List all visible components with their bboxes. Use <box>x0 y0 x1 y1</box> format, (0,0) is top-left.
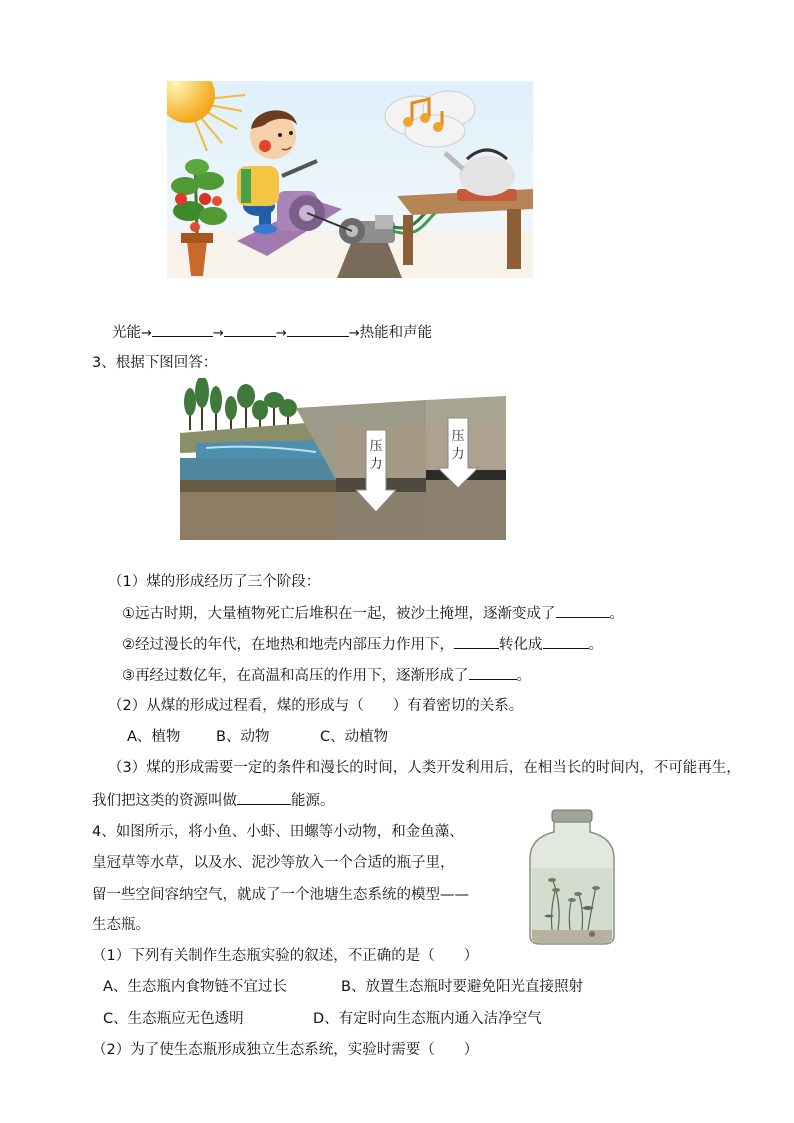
stage1-blank[interactable] <box>556 603 610 618</box>
arrow-icon: → <box>141 326 152 341</box>
q3-sub2-option-b[interactable]: B、动物 <box>216 729 270 745</box>
q3-stage2 <box>122 634 603 655</box>
arrow-icon: → <box>212 326 224 341</box>
q4-sub1-title: （1）下列有关制作生态瓶实验的叙述，不正确的是（ ） <box>92 948 479 964</box>
q4-option-b[interactable]: B、放置生态瓶时要避免阳光直接照射 <box>341 979 583 995</box>
bicycle-generator-illustration <box>167 81 533 278</box>
stage1-end: 。 <box>609 606 624 622</box>
eco-bottle-illustration <box>522 808 622 948</box>
q4-option-d[interactable]: D、有定时向生态瓶内通入洁净空气 <box>313 1011 542 1027</box>
q3-sub2-title: （2）从煤的形成过程看，煤的形成与（ ）有着密切的关系。 <box>108 698 524 714</box>
q4-line1: 4、如图所示，将小鱼、小虾、田螺等小动物，和金鱼藻、 <box>92 824 464 840</box>
q3-stage3 <box>122 665 531 686</box>
pressure-label-1-bottom: 力 <box>369 457 383 472</box>
stage2-middle: 转化成 <box>499 637 543 653</box>
stage3-text: ③再经过数亿年，在高温和高压的作用下，逐渐形成了 <box>122 668 469 684</box>
q3-title: 3、根据下图回答： <box>92 355 218 371</box>
q4-line3: 留一些空间容纳空气，就成了一个池塘生态系统的模型—— <box>92 887 469 903</box>
sub3-end: 能源。 <box>291 793 335 809</box>
arrow-icon: → <box>275 326 287 341</box>
energy-chain-line <box>112 322 432 344</box>
energy-end: 热能和声能 <box>359 325 433 341</box>
coal-formation-diagram <box>176 378 506 540</box>
stage1-text: ①远古时期，大量植物死亡后堆积在一起，被沙土掩埋，逐渐变成了 <box>122 606 556 622</box>
answer-blank-2[interactable] <box>224 322 276 337</box>
q3-stage1 <box>122 603 624 624</box>
q4-sub2-title: （2）为了使生态瓶形成独立生态系统，实验时需要（ ） <box>92 1042 479 1058</box>
pressure-label-2-bottom: 力 <box>451 447 465 462</box>
answer-blank-3[interactable] <box>287 322 349 337</box>
q3-sub2-option-a[interactable]: A、植物 <box>127 729 181 745</box>
sub3-blank[interactable] <box>237 790 291 805</box>
pressure-label-1-top: 压 <box>369 439 383 454</box>
stage2-end: 。 <box>588 637 603 653</box>
sub3-text: 我们把这类的资源叫做 <box>92 793 237 809</box>
arrow-icon: → <box>348 326 360 341</box>
q4-option-c[interactable]: C、生态瓶应无色透明 <box>103 1011 244 1027</box>
q3-sub1-title: （1）煤的形成经历了三个阶段： <box>108 574 321 590</box>
stage2-blank-2[interactable] <box>543 634 589 649</box>
stage3-end: 。 <box>516 668 531 684</box>
q3-sub3-line1: （3）煤的形成需要一定的条件和漫长的时间，人类开发利用后，在相当长的时间内，不可能再生， <box>108 760 741 776</box>
q3-sub2-option-c[interactable]: C、动植物 <box>320 729 389 745</box>
q4-option-a[interactable]: A、生态瓶内食物链不宜过长 <box>103 979 287 995</box>
stage2-text: ②经过漫长的年代，在地热和地壳内部压力作用下， <box>122 637 454 653</box>
energy-start: 光能 <box>112 325 141 341</box>
q4-line2: 皇冠草等水草，以及水、泥沙等放入一个合适的瓶子里， <box>92 855 455 871</box>
answer-blank-1[interactable] <box>152 322 213 337</box>
q3-sub3-line2 <box>92 790 335 811</box>
q4-line4: 生态瓶。 <box>92 917 150 933</box>
stage2-blank-1[interactable] <box>454 634 499 649</box>
pressure-label-2-top: 压 <box>451 429 465 444</box>
stage3-blank[interactable] <box>469 665 517 680</box>
